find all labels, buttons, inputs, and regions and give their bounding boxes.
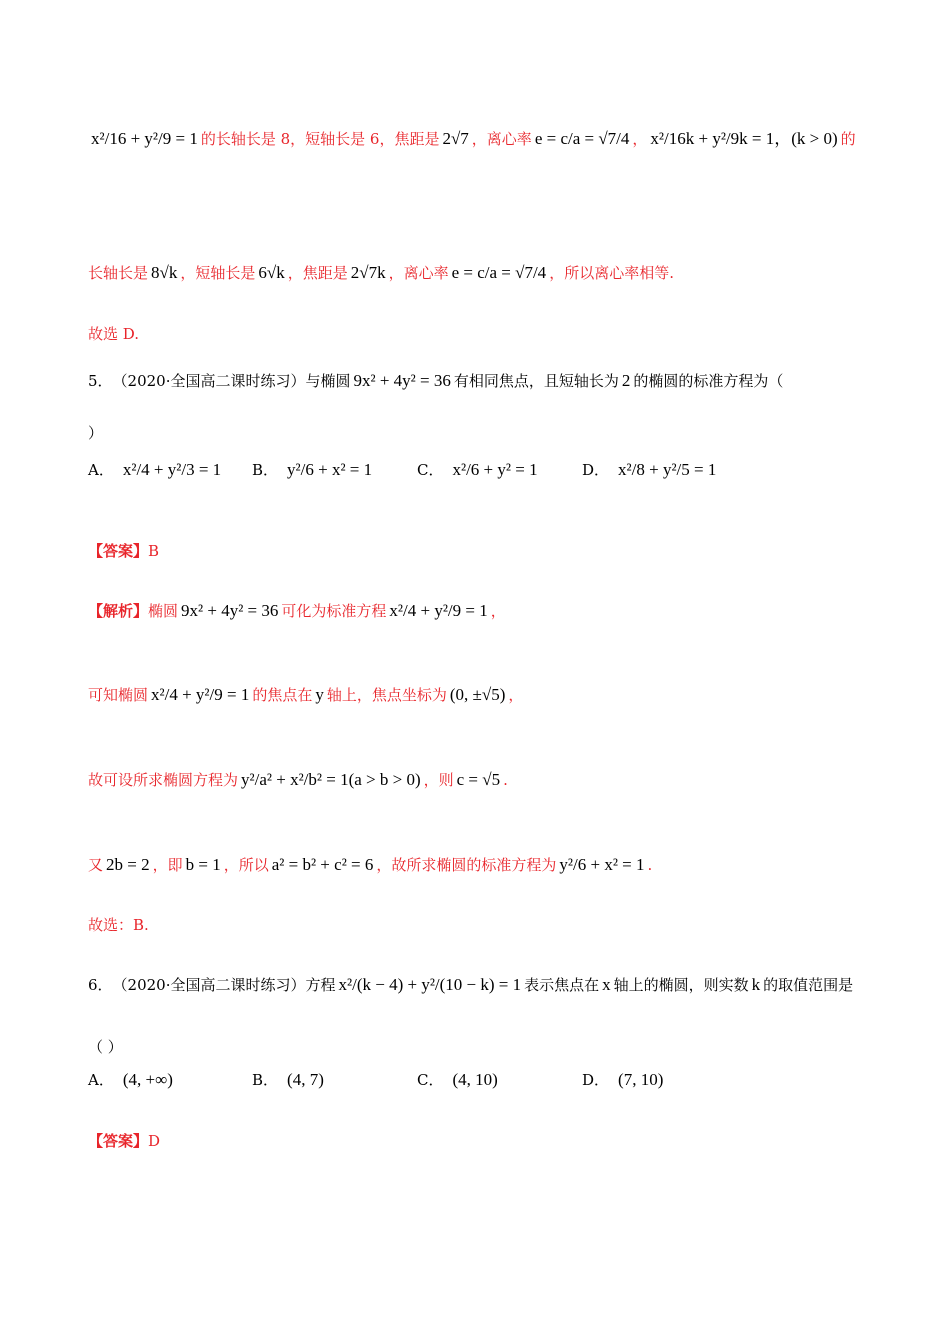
math-minor-axis: 6√k — [258, 263, 285, 282]
option-b[interactable] — [252, 1069, 327, 1091]
answer-line — [88, 1130, 880, 1152]
math: 2b = 2 — [106, 855, 150, 874]
text: 椭圆 — [148, 602, 179, 620]
math: y²/6 + x² = 1 — [559, 855, 645, 874]
option-math: x²/6 + y² = 1 — [452, 460, 538, 479]
answer-tag: 【答案】 — [88, 1132, 149, 1150]
text: 的焦点在 — [252, 686, 313, 704]
math-two: 2 — [621, 371, 631, 390]
answer-value: D — [148, 1132, 161, 1150]
text: ， — [490, 602, 506, 620]
text: . — [647, 856, 653, 874]
solution-line-2 — [88, 262, 880, 284]
question-source: （2020·全国高二课时练习）方程 — [112, 976, 336, 994]
option-math: x²/4 + y²/3 = 1 — [122, 460, 222, 479]
math: x²/4 + y²/9 = 1 — [151, 685, 250, 704]
option-math: (4, +∞) — [122, 1070, 173, 1089]
option-label: B． — [252, 1071, 279, 1089]
math-eccentricity: e = c/a = √7/4 — [451, 263, 547, 282]
option-a[interactable] — [88, 459, 224, 481]
option-math: (7, 10) — [618, 1070, 664, 1089]
option-d[interactable] — [582, 459, 719, 481]
math: y — [315, 685, 324, 704]
text: 的椭圆的标准方程为（ — [633, 372, 784, 390]
option-d[interactable] — [582, 1069, 666, 1091]
text: ，即 — [152, 856, 183, 874]
math-ellipse-16-9: x²/16 + y²/9 = 1 — [91, 129, 198, 148]
question-5-stem — [88, 370, 880, 392]
option-c[interactable] — [417, 1069, 501, 1091]
option-label: A． — [88, 461, 114, 479]
math-x: x — [602, 975, 611, 994]
math: (0, ±√5) — [449, 685, 506, 704]
math-ellipse-16k-9k: x²/16k + y²/9k = 1，(k > 0) — [650, 129, 838, 148]
math-focal-distance: 2√7k — [350, 263, 386, 282]
math-ellipse: 9x² + 4y² = 36 — [353, 371, 451, 390]
option-label: B． — [252, 461, 279, 479]
text: ，短轴长是 — [180, 264, 256, 282]
analysis-line-4 — [88, 854, 880, 876]
answer-tag: 【答案】 — [88, 542, 149, 560]
math-major-axis: 8√k — [151, 263, 178, 282]
option-b[interactable] — [252, 459, 375, 481]
question-number: 5． — [88, 372, 113, 390]
math-eccentricity: e = c/a = √7/4 — [534, 129, 630, 148]
option-c[interactable] — [417, 459, 541, 481]
math: x²/4 + y²/9 = 1 — [389, 601, 488, 620]
math-equation: x²/(k − 4) + y²/(10 − k) = 1 — [338, 975, 522, 994]
conclusion-line: 故选 D. — [88, 325, 140, 343]
analysis-line-2 — [88, 684, 880, 706]
option-label: D． — [582, 1071, 610, 1089]
text: 轴上的椭圆，则实数 — [613, 976, 749, 994]
text: ，离心率 — [388, 264, 449, 282]
analysis-line-1 — [88, 600, 880, 622]
text: ，焦距是 — [287, 264, 348, 282]
math: y²/a² + x²/b² = 1(a > b > 0) — [241, 770, 421, 789]
text: 可知椭圆 — [88, 686, 149, 704]
question-6-stem-end: （ ） — [88, 1038, 123, 1056]
option-math: x²/8 + y²/5 = 1 — [618, 460, 717, 479]
text: 故可设所求椭圆方程为 — [88, 771, 239, 789]
answer-line — [88, 540, 880, 562]
option-label: C． — [417, 1071, 444, 1089]
math: c = √5 — [456, 770, 501, 789]
question-number: 6． — [88, 976, 113, 994]
text: ，则 — [423, 771, 454, 789]
math: 9x² + 4y² = 36 — [181, 601, 279, 620]
answer-value: B — [148, 542, 160, 560]
math-focal-distance: 2√7 — [442, 129, 469, 148]
text: ，所以 — [223, 856, 269, 874]
analysis-tag: 【解析】 — [88, 602, 149, 620]
conclusion-line: 故选：B. — [88, 916, 149, 934]
text: ，故所求椭圆的标准方程为 — [376, 856, 557, 874]
text: ， — [508, 686, 524, 704]
option-label: A． — [88, 1071, 114, 1089]
text: 长轴长是 — [88, 264, 149, 282]
math: a² = b² + c² = 6 — [271, 855, 374, 874]
analysis-line-3 — [88, 769, 880, 791]
text: 的取值范围是 — [763, 976, 854, 994]
question-6-stem — [88, 974, 880, 996]
text: 有相同焦点，且短轴长为 — [453, 372, 619, 390]
text: 又 — [88, 856, 104, 874]
text: 表示焦点在 — [524, 976, 600, 994]
text: ， — [632, 130, 648, 148]
option-math: (4, 10) — [452, 1070, 498, 1089]
text: ，所以离心率相等. — [549, 264, 674, 282]
question-source: （2020·全国高二课时练习）与椭圆 — [112, 372, 351, 390]
option-label: C． — [417, 461, 444, 479]
text: 的长轴长是 8，短轴长是 6，焦距是 — [200, 130, 440, 148]
option-math: y²/6 + x² = 1 — [287, 460, 373, 479]
option-label: D． — [582, 461, 610, 479]
option-a[interactable] — [88, 1069, 176, 1091]
text: . — [503, 771, 508, 789]
text: 轴上，焦点坐标为 — [326, 686, 447, 704]
text: ，离心率 — [471, 130, 532, 148]
math: b = 1 — [185, 855, 221, 874]
math-k: k — [751, 975, 761, 994]
text: 可化为标准方程 — [281, 602, 387, 620]
text: 的 — [840, 130, 856, 148]
question-5-stem-end: ） — [88, 424, 104, 442]
solution-line-1 — [88, 128, 880, 150]
option-math: (4, 7) — [287, 1070, 324, 1089]
